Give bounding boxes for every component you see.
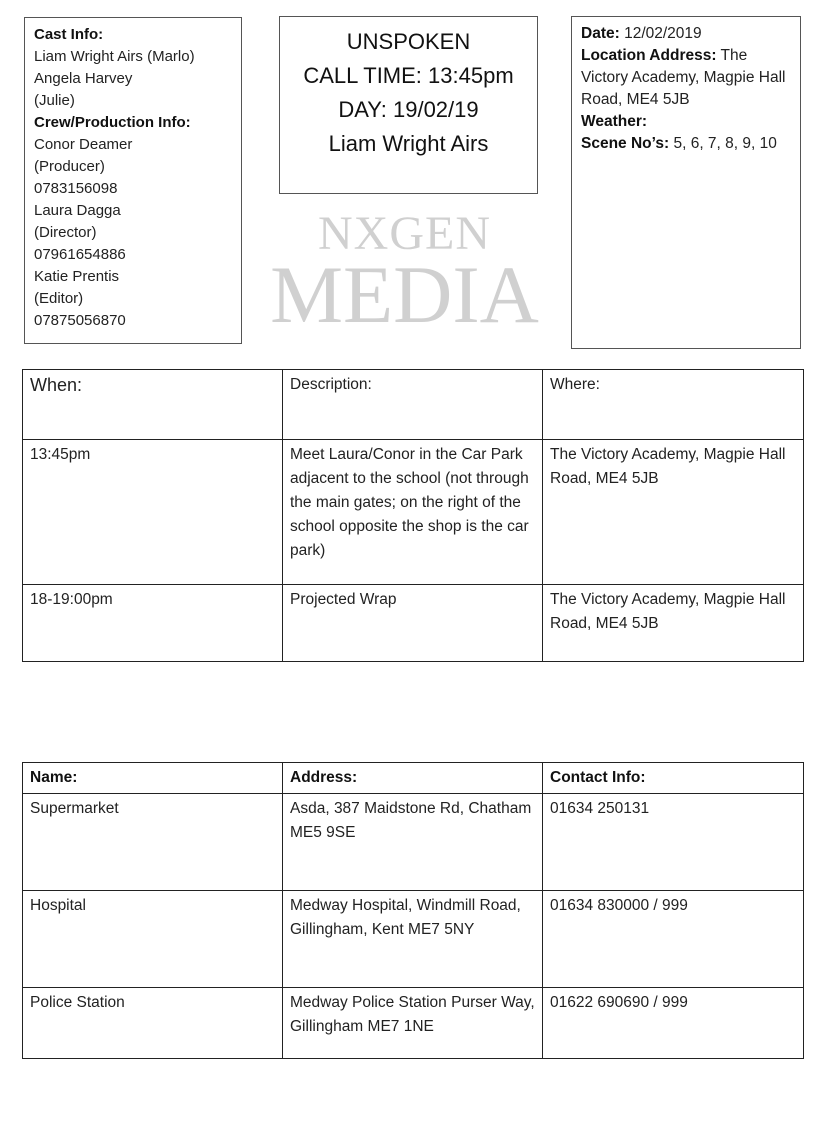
table-header-row: [23, 370, 804, 440]
crew-heading: Crew/Production Info:: [34, 114, 191, 131]
call-time: CALL TIME: 13:45pm: [303, 63, 514, 88]
cell-address: Asda, 387 Maidstone Rd, Chatham ME5 9SE: [283, 794, 543, 891]
location-label: Location Address:: [581, 47, 717, 64]
table-row: [23, 891, 804, 988]
scenes-row: [581, 133, 791, 155]
cell-address: Medway Police Station Purser Way, Gillingham ME7 1NE: [283, 988, 543, 1059]
location-row: [581, 45, 791, 111]
crew-line: (Director): [34, 224, 97, 241]
watermark-line1: NXGEN: [318, 207, 491, 260]
table-row: [23, 585, 804, 662]
call-name: Liam Wright Airs: [328, 131, 489, 156]
cell-contact: 01622 690690 / 999: [543, 988, 804, 1059]
crew-line: 07875056870: [34, 312, 126, 329]
cell-name: Supermarket: [23, 794, 283, 891]
cell-address: Medway Hospital, Windmill Road, Gillingham, Kent ME7 5NY: [283, 891, 543, 988]
production-title: UNSPOKEN: [346, 29, 471, 54]
header-contact: Contact Info:: [543, 763, 804, 794]
watermark-line2: MEDIA: [270, 249, 539, 340]
crew-line: Katie Prentis: [34, 268, 120, 285]
cell-contact: 01634 830000 / 999: [543, 891, 804, 988]
cell-description: Projected Wrap: [283, 585, 543, 662]
location-value: The Victory Academy, Magpie Hall Road, ME4 5JB: [581, 47, 786, 108]
crew-line: Conor Deamer: [34, 136, 133, 153]
header-name: Name:: [23, 763, 283, 794]
cast-line: Angela Harvey: [34, 70, 133, 87]
scenes-value: 5, 6, 7, 8, 9, 10: [669, 135, 777, 152]
schedule-table: [22, 369, 804, 662]
cell-description: Meet Laura/Conor in the Car Park adjacent to the school (not through the main gates; on the right of the school opposite the shop is the car park): [283, 440, 543, 585]
crew-line: Laura Dagga: [34, 202, 121, 219]
cell-where: The Victory Academy, Magpie Hall Road, ME4 5JB: [543, 440, 804, 585]
date-label: Date:: [581, 25, 620, 42]
crew-line: 0783156098: [34, 180, 118, 197]
crew-line: 07961654886: [34, 246, 126, 263]
header-description: Description:: [283, 370, 543, 440]
cell-when: 13:45pm: [23, 440, 283, 585]
cast-line: Liam Wright Airs (Marlo): [34, 48, 195, 65]
cell-name: Hospital: [23, 891, 283, 988]
title-box: [279, 16, 538, 194]
crew-line: (Editor): [34, 290, 84, 307]
cell-contact: 01634 250131: [543, 794, 804, 891]
table-row: [23, 440, 804, 585]
date-row: [581, 23, 791, 45]
table-row: [23, 988, 804, 1059]
crew-line: (Producer): [34, 158, 105, 175]
cell-name: Police Station: [23, 988, 283, 1059]
details-box: [571, 16, 801, 349]
cell-where: The Victory Academy, Magpie Hall Road, ME4 5JB: [543, 585, 804, 662]
table-header-row: [23, 763, 804, 794]
cast-crew-box: [24, 17, 242, 344]
header-when: When:: [23, 370, 283, 440]
weather-label: Weather:: [581, 113, 648, 130]
scenes-label: Scene No’s:: [581, 135, 670, 152]
cell-when: 18-19:00pm: [23, 585, 283, 662]
nxgen-media-watermark: [262, 207, 547, 340]
cast-heading: Cast Info:: [34, 26, 104, 43]
table-row: [23, 794, 804, 891]
cast-line: (Julie): [34, 92, 75, 109]
header-address: Address:: [283, 763, 543, 794]
header-where: Where:: [543, 370, 804, 440]
shoot-day: DAY: 19/02/19: [338, 97, 479, 122]
date-value: 12/02/2019: [619, 25, 702, 42]
contacts-table: [22, 762, 804, 1059]
